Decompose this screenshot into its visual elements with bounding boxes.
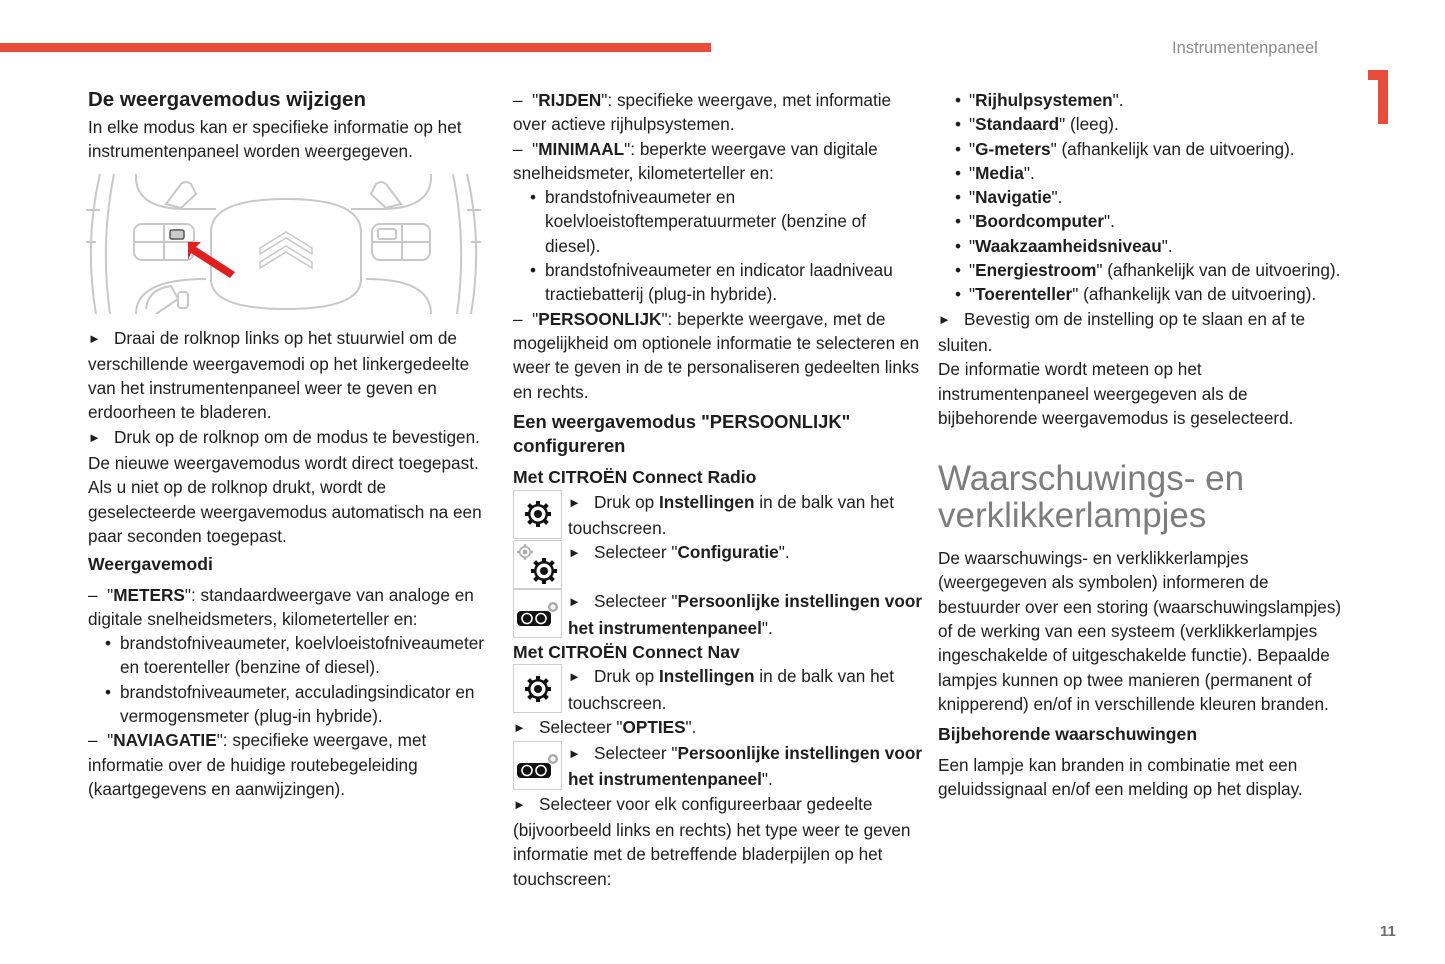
warning-lamps-intro: De waarschuwings- en verklikkerlampjes (weergegeven als symbolen) informeren de bestuurder over een storing (waarschuwingslampjes) of de werking van een systeem (verklikkerlampjes ingeschakelde of uitgeschakelde functie). Bepaalde lampjes kunnen op twee manieren (permanent of knipperend) en/of in verschillende kleuren branden. [938,548,1342,714]
list-item: • "Boordcomputer". [938,209,1348,233]
radio-step-personal-settings: ► Selecteer "Persoonlijke instellingen voor het instrumentenpaneel". [513,589,923,640]
configuration-gears-icon [513,540,562,589]
arrow-bullet-icon: ► [88,330,101,346]
info-options-list [938,88,1348,307]
arrow-bullet-icon: ► [568,545,581,561]
associated-warnings-text: Een lampje kan branden in combinatie met een geluidssignaal en/of een melding op het display. [938,754,1303,799]
radio-step-settings: ► Druk op Instellingen in de balk van het touchscreen. [513,490,923,541]
arrow-bullet-icon: ► [88,429,101,445]
arrow-bullet-icon: ► [568,746,581,762]
page-number: 11 [1380,923,1396,940]
section-title-configure: Een weergavemodus "PERSOONLIJK" configureren [513,410,851,457]
nav-step-select-info: ► Selecteer voor elk configureerbaar gedeelte (bijvoorbeeld links en rechts) het type weer te geven informatie met de betreffende bladerpijlen op het touchscreen: [513,793,911,889]
arrow-bullet-icon: ► [568,669,581,685]
subtitle-connect-radio: Met CITROËN Connect Radio [513,467,757,488]
arrow-bullet-icon: ► [938,311,951,327]
column-3 [938,88,1348,801]
note-applied: De nieuwe weergavemodus wordt direct toegepast. [88,453,479,474]
meters-list [88,631,498,728]
section-title-change-mode: De weergavemodus wijzigen [88,88,366,111]
step-confirm: ► Bevestig om de instelling op te slaan en af te sluiten. [938,308,1306,355]
mode-meters: – "METERS": standaardweergave van analoge en digitale snelheidsmeters, kilometerteller en: [88,584,474,629]
note-auto-apply: Als u niet op de rolknop drukt, wordt de geselecteerde weergavemodus automatisch na een paar seconden toegepast. [88,477,482,546]
subtitle-connect-nav: Met CITROËN Connect Nav [513,641,740,662]
step-press-knob: ► Druk op de rolknop om de modus te bevestigen. [88,426,480,447]
mode-rijden: – "RIJDEN": specifieke weergave, met informatie over actieve rijhulpsystemen. [513,90,892,135]
nav-step-settings: ► Druk op Instellingen in de balk van het touchscreen. [513,664,923,715]
steering-wheel-illustration [86,174,481,314]
list-item: • "Energiestroom" (afhankelijk van de uitvoering). [938,258,1348,282]
arrow-bullet-icon: ► [513,719,526,735]
minimaal-list [513,185,923,306]
step-turn-knob: ► Draai de rolknop links op het stuurwiel om de verschillende weergavemodi op het linkergedeelte van het instrumentenpaneel weer te geven en erdoorheen te bladeren. [88,327,470,423]
chapter-number-1 [1364,68,1394,126]
list-item: • "Standaard" (leeg). [938,112,1348,136]
subtitle-associated-warnings: Bijbehorende waarschuwingen [938,724,1198,745]
instrument-panel-settings-icon [513,589,562,638]
running-head: Instrumentenpaneel [1172,39,1318,57]
list-item: • brandstofniveaumeter, acculadingsindicator en vermogensmeter (plug-in hybride). [88,680,498,729]
column-1 [88,88,498,801]
column-2 [513,88,923,891]
settings-gear-icon [513,490,562,539]
list-item: • "Navigatie". [938,185,1348,209]
arrow-bullet-icon: ► [568,594,581,610]
instrument-panel-settings-icon [513,741,562,790]
list-item: • "Media". [938,161,1348,185]
arrow-bullet-icon: ► [568,494,581,510]
nav-step-personal-settings: ► Selecteer "Persoonlijke instellingen voor het instrumentenpaneel". [513,741,923,792]
confirm-note: De informatie wordt meteen op het instrumentenpaneel weergegeven als de bijbehorende weergavemodus is geselecteerd. [938,359,1294,428]
list-item: • brandstofniveaumeter en indicator laadniveau tractiebatterij (plug-in hybride). [513,258,923,307]
chapter-accent-bar [0,43,711,52]
list-item: • "Toerenteller" (afhankelijk van de uitvoering). [938,282,1348,306]
radio-step-configuration: ► Selecteer "Configuratie". [513,540,923,589]
mode-persoonlijk: – "PERSOONLIJK": beperkte weergave, met de mogelijkheid om optionele informatie te selecteren en weer te geven in de te personaliseren gedeelten links en rechts. [513,308,920,402]
list-item: • brandstofniveaumeter en koelvloeistoftemperatuurmeter (benzine of diesel). [513,185,923,258]
list-item: • "Waakzaamheidsniveau". [938,234,1348,258]
mode-minimaal: – "MINIMAAL": beperkte weergave van digitale snelheidsmeter, kilometerteller en: [513,138,878,183]
section-title-warning-lamps: Waarschuwings- en verklikkerlampjes [938,459,1245,536]
list-item: • "Rijhulpsystemen". [938,88,1348,112]
mode-navigation: – "NAVIAGATIE": specifieke weergave, met informatie over de huidige routebegeleiding (kaartgegevens en aanwijzingen). [88,730,427,799]
intro-text: In elke modus kan er specifieke informatie op het instrumentenpaneel worden weergegeven. [88,117,462,162]
subtitle-display-modes: Weergavemodi [88,554,213,575]
list-item: • "G-meters" (afhankelijk van de uitvoering). [938,137,1348,161]
settings-gear-icon [513,664,562,713]
nav-step-options: ► Selecteer "OPTIES". [513,716,697,737]
arrow-bullet-icon: ► [513,796,526,812]
list-item: • brandstofniveaumeter, koelvloeistofniveaumeter en toerenteller (benzine of diesel). [88,631,498,680]
